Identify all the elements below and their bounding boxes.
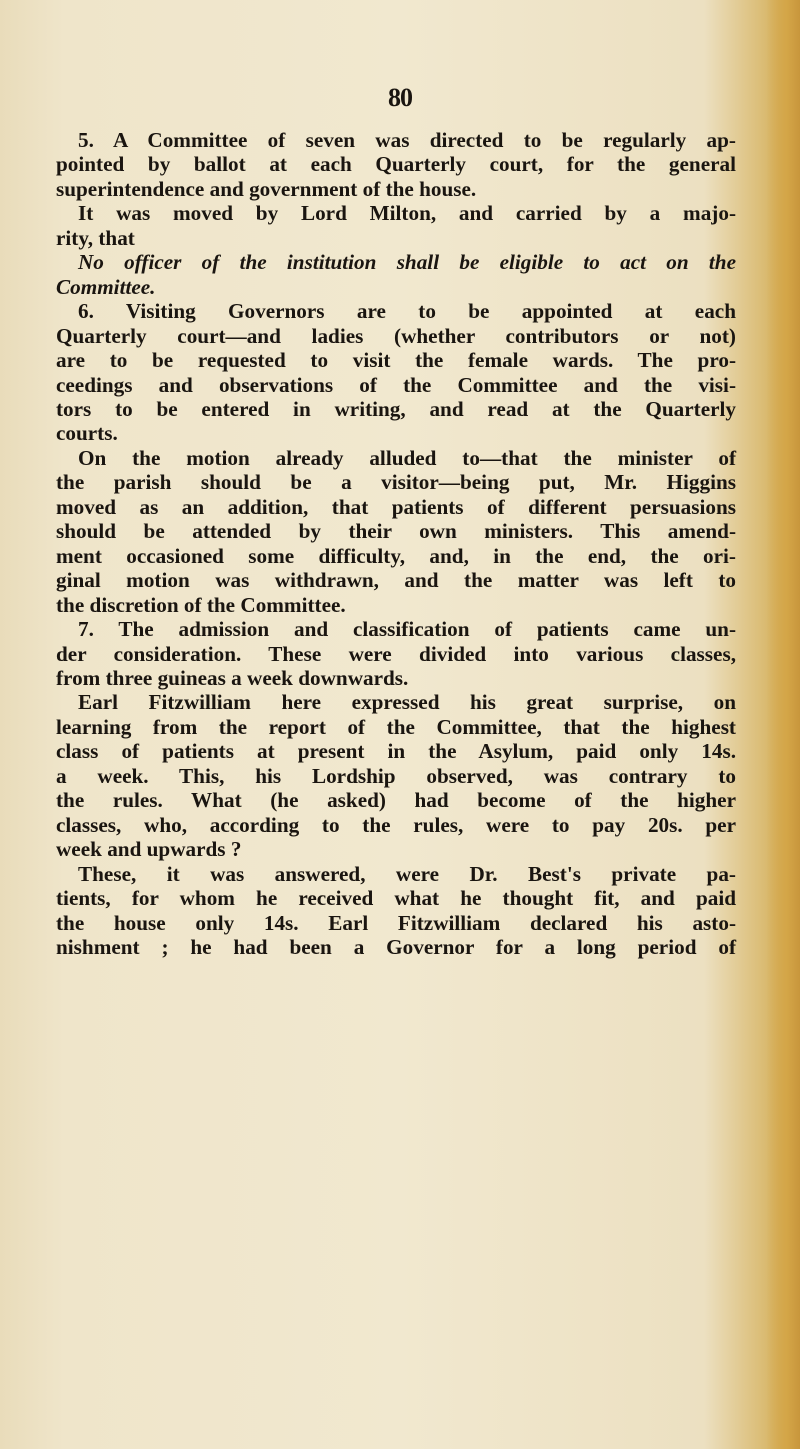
text-line: nishment ; he had been a Governor for a long period of <box>56 934 736 959</box>
text-line: week and upwards ? <box>56 837 242 862</box>
page-edge <box>766 0 800 1449</box>
text-line: Committee. <box>56 274 156 299</box>
text-line: tients, for whom he received what he thought fit, and paid <box>56 886 736 911</box>
text-line: tors to be entered in writing, and read at the Quarterly <box>56 396 736 421</box>
text-line: moved as an addition, that patients of different persuasions <box>56 494 736 519</box>
text-line: Earl Fitzwilliam here expressed his great surprise, on <box>78 690 736 715</box>
text-line: are to be requested to visit the female wards. The pro- <box>56 348 736 373</box>
text-line: class of patients at present in the Asylum, paid only 14s. <box>56 739 736 764</box>
text-line: the rules. What (he asked) had become of the higher <box>56 788 736 813</box>
text-line: from three guineas a week downwards. <box>56 665 409 690</box>
text-line: These, it was answered, were Dr. Best's private pa- <box>78 861 736 886</box>
text-line: superintendence and government of the house. <box>56 176 477 201</box>
text-line: the parish should be a visitor—being put, Mr. Higgins <box>56 470 736 495</box>
text-line: ceedings and observations of the Committee and the visi- <box>56 372 736 397</box>
text-line: Quarterly court—and ladies (whether contributors or not) <box>56 323 736 348</box>
text-line: the house only 14s. Earl Fitzwilliam declared his asto- <box>56 910 736 935</box>
text-line: 5. A Committee of seven was directed to be regularly ap- <box>78 128 736 152</box>
text-line: pointed by ballot at each Quarterly court, for the general <box>56 152 736 177</box>
text-line: On the motion already alluded to—that the minister of <box>78 445 736 470</box>
text-line: ment occasioned some difficulty, and, in the end, the ori- <box>56 543 736 568</box>
text-line: ginal motion was withdrawn, and the matter was left to <box>56 568 736 593</box>
text-line: 7. The admission and classification of patients came un- <box>78 617 736 642</box>
text-line: rity, that <box>56 225 135 250</box>
page-number: 80 <box>388 83 412 112</box>
text-line: should be attended by their own ministers. This amend- <box>56 519 736 544</box>
text-line: It was moved by Lord Milton, and carried by a majo- <box>78 201 736 226</box>
body-text <box>56 128 736 959</box>
text-line: der consideration. These were divided into various classes, <box>56 641 736 666</box>
text-line: 6. Visiting Governors are to be appointed at each <box>78 299 736 324</box>
text-line: the discretion of the Committee. <box>56 592 346 617</box>
text-line: classes, who, according to the rules, were to pay 20s. per <box>56 812 736 837</box>
text-line: learning from the report of the Committee, that the highest <box>56 714 736 739</box>
text-line: No officer of the institution shall be eligible to act on the <box>78 250 736 275</box>
text-line: a week. This, his Lordship observed, was contrary to <box>56 763 736 788</box>
text-line: courts. <box>56 421 118 446</box>
